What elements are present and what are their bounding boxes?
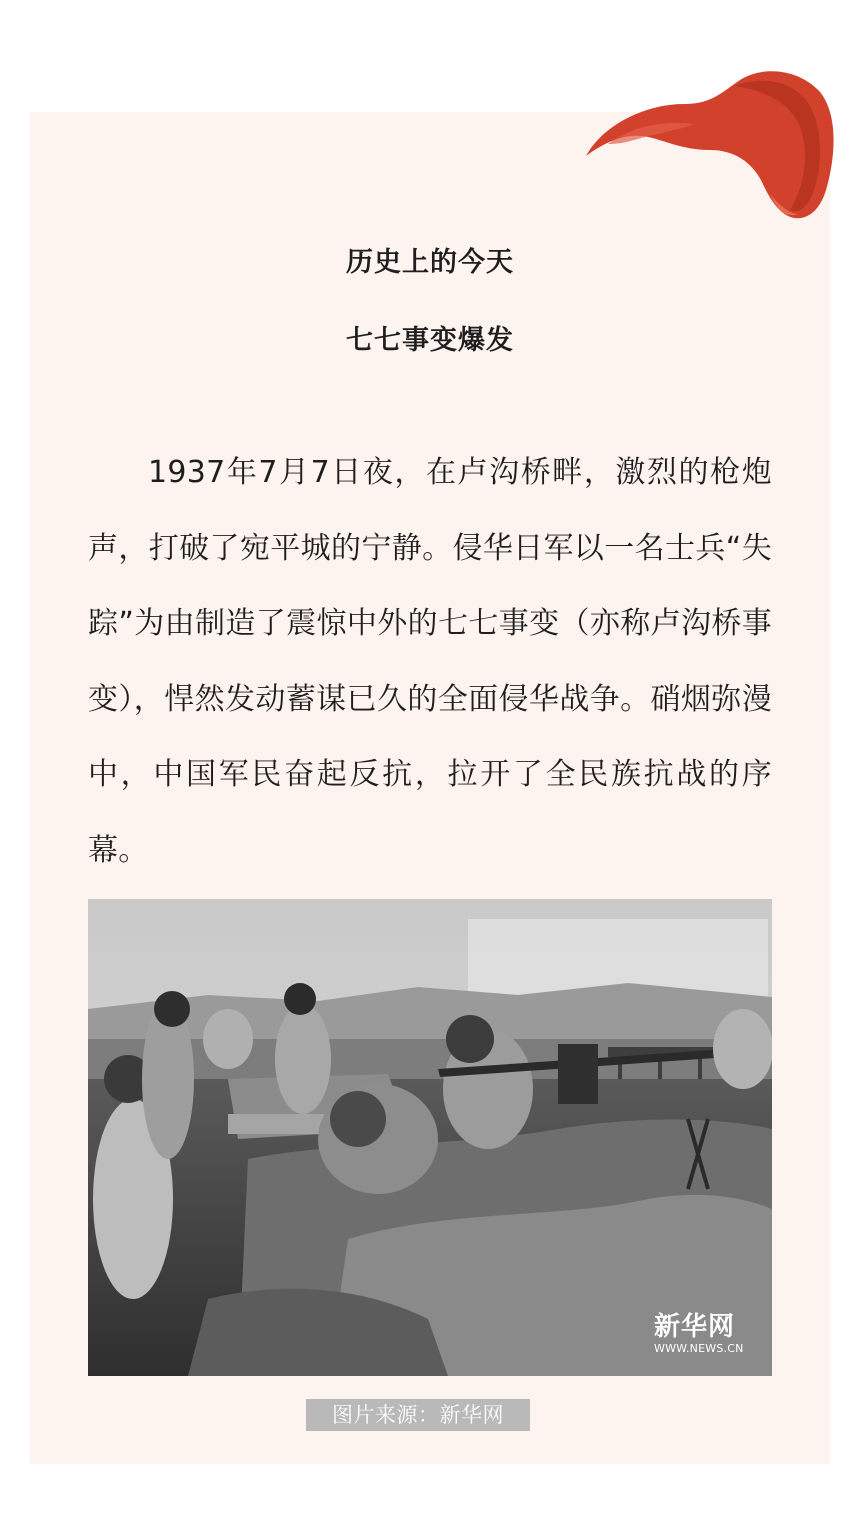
historical-photo bbox=[88, 899, 772, 1376]
event-title: 七七事变爆发 bbox=[346, 325, 514, 356]
image-source-caption: 图片来源：新华网 bbox=[306, 1399, 530, 1431]
page-title: 历史上的今天 bbox=[346, 247, 514, 278]
article-paragraph: 1937年7月7日夜，在卢沟桥畔，激烈的枪炮声，打破了宛平城的宁静。侵华日军以一名士兵“失踪”为由制造了震惊中外的七七事变（亦称卢沟桥事变），悍然发动蓄谋已久的全面侵华战争。硝烟弥漫中，中国军民奋起反抗，拉开了全民族抗战的序幕。 bbox=[88, 455, 772, 868]
watermark-logo: 新华网 bbox=[654, 1312, 736, 1342]
news-watermark bbox=[654, 1312, 754, 1356]
red-flag-icon bbox=[584, 64, 836, 222]
watermark-url: WWW.NEWS.CN bbox=[654, 1342, 744, 1355]
